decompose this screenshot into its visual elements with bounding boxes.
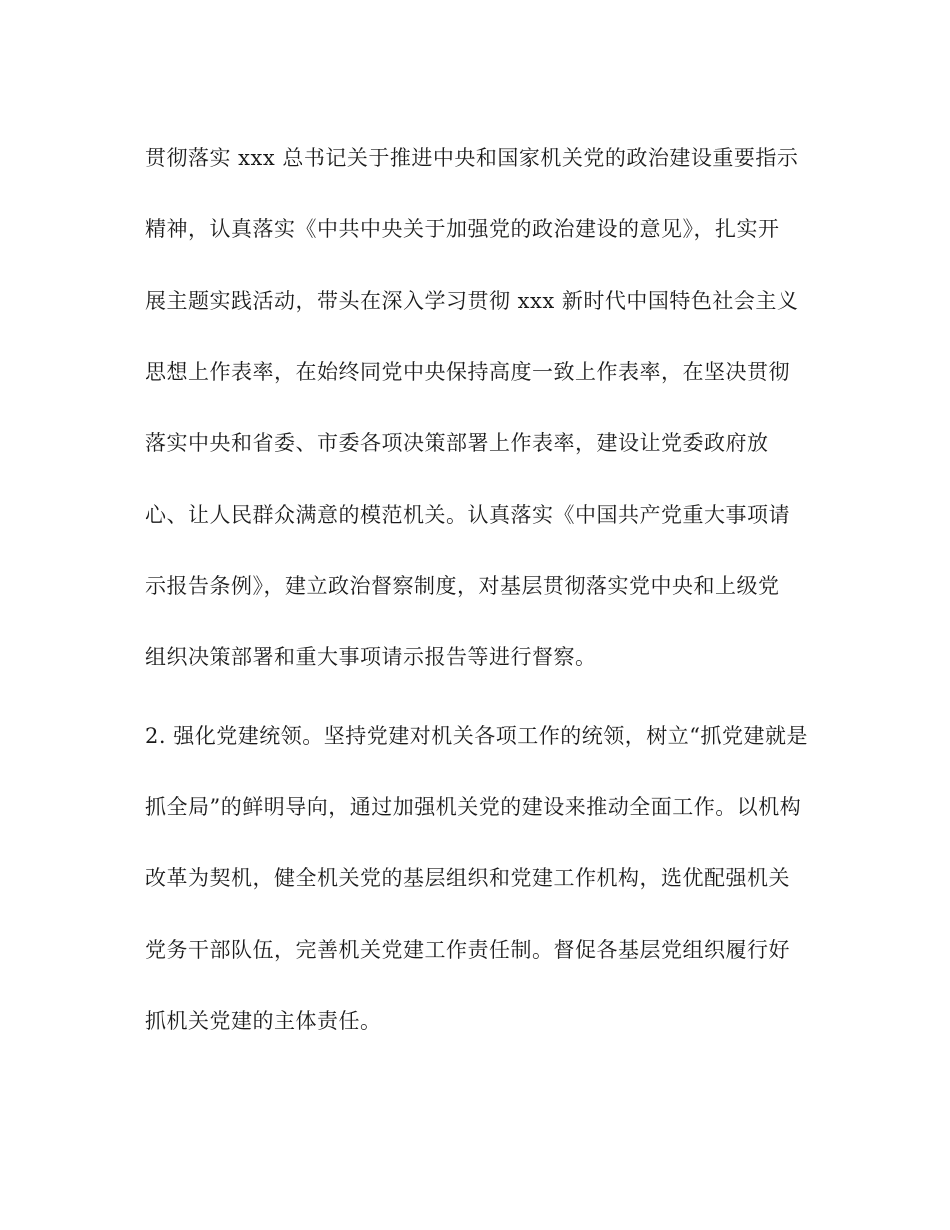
text-line: 抓机关党建的主体责任。 xyxy=(145,1009,382,1033)
text-line: 抓全局”的鲜明导向，通过加强机关党的建设来推动全面工作。以机构 xyxy=(145,795,802,819)
text-line: 示报告条例》，建立政治督察制度，对基层贯彻落实党中央和上级党 xyxy=(145,574,780,598)
text-line: 改革为契机，健全机关党的基层组织和党建工作机构，选优配强机关 xyxy=(145,866,790,890)
text-line: 贯彻落实 xxx 总书记关于推进中央和国家机关党的政治建设重要指示 xyxy=(145,146,799,170)
text-line: 展主题实践活动，带头在深入学习贯彻 xxx 新时代中国特色社会主义 xyxy=(145,289,799,313)
text-line: 精神，认真落实《中共中央关于加强党的政治建设的意见》，扎实开 xyxy=(145,217,780,241)
text-line: 心、让人民群众满意的模范机关。认真落实《中国共产党重大事项请 xyxy=(145,503,790,527)
text-line: 2. 强化党建统领。坚持党建对机关各项工作的统领，树立“抓党建就是 xyxy=(145,724,808,748)
text-line: 思想上作表率，在始终同党中央保持高度一致上作表率，在坚决贯彻 xyxy=(145,360,790,384)
text-line: 组织决策部署和重大事项请示报告等进行督察。 xyxy=(145,645,597,669)
text-line: 落实中央和省委、市委各项决策部署上作表率，建设让党委政府放 xyxy=(145,431,769,455)
text-line: 党务干部队伍，完善机关党建工作责任制。督促各基层党组织履行好 xyxy=(145,938,790,962)
